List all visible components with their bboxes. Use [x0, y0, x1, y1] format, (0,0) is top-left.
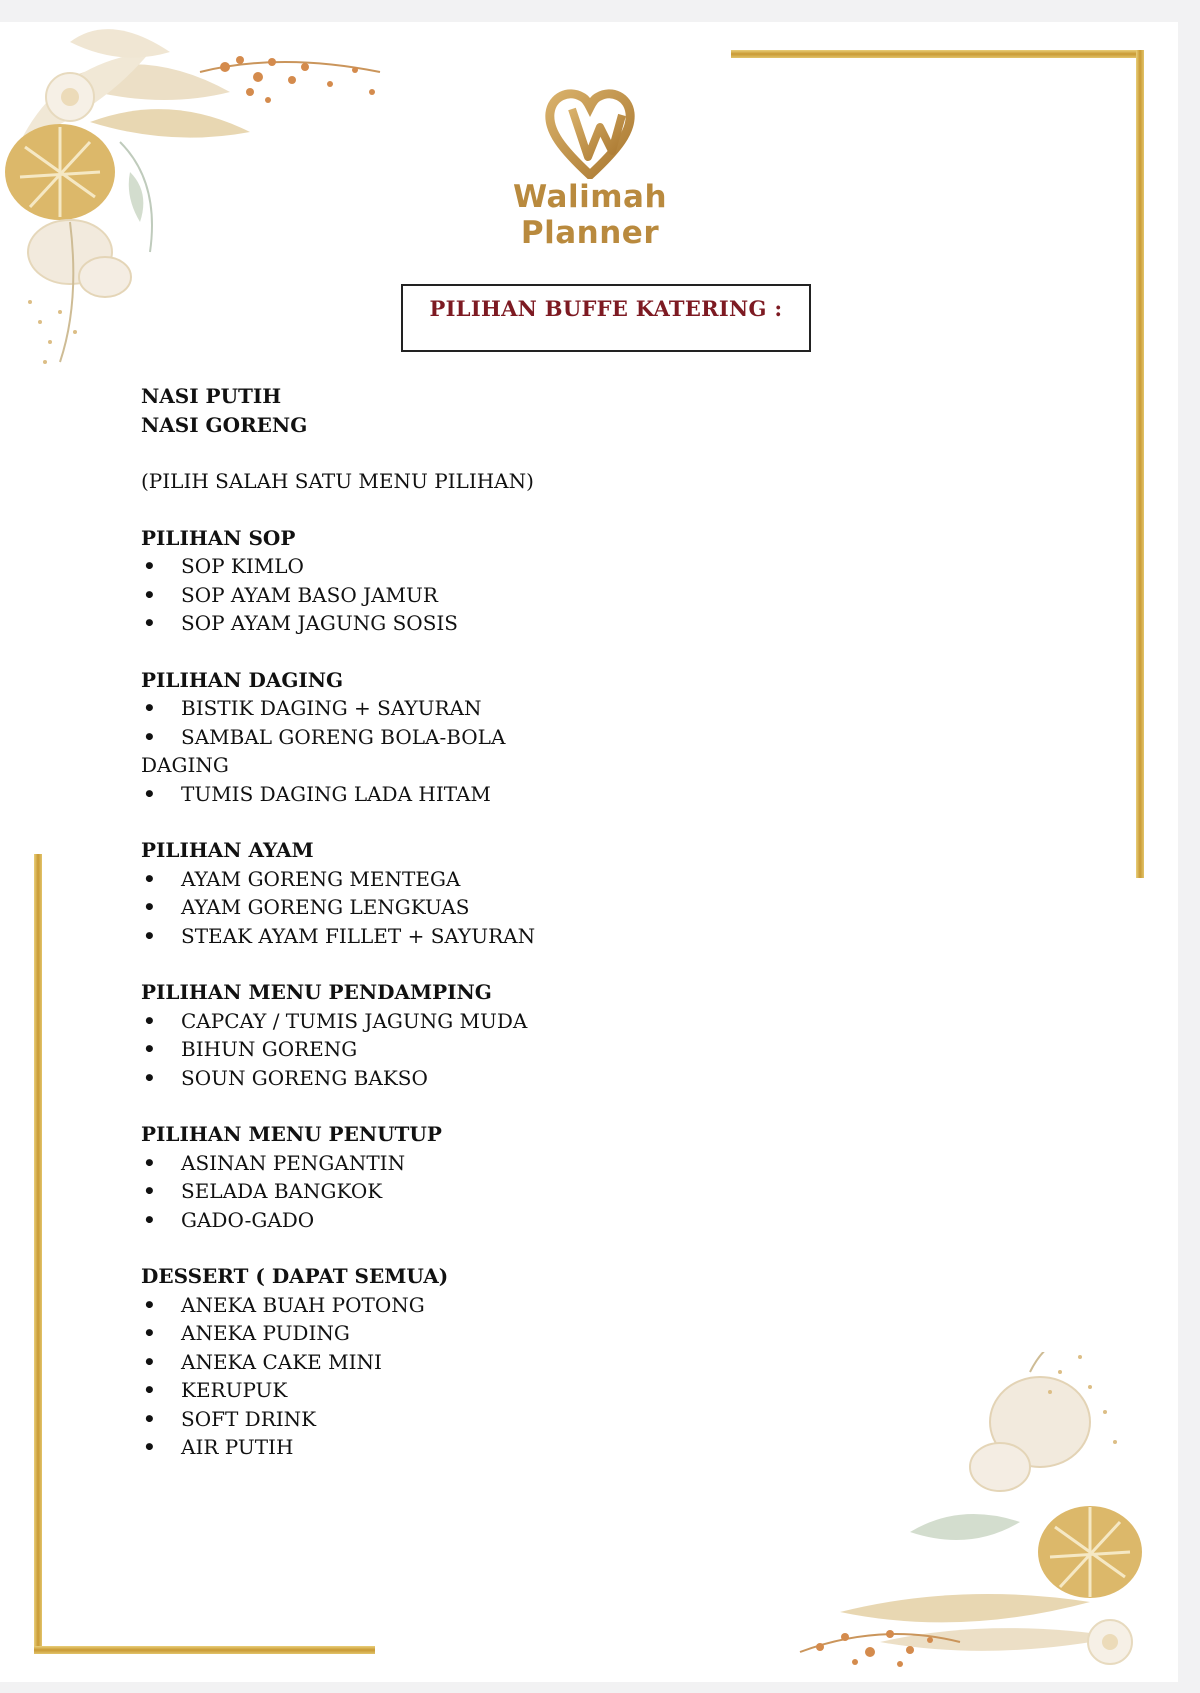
item-label: ANEKA CAKE MINI: [181, 1349, 382, 1374]
item-label: KERUPUK: [181, 1378, 288, 1402]
bullet-icon: •: [143, 1292, 156, 1317]
bullet-icon: •: [143, 1065, 156, 1090]
list-item: [141, 1007, 721, 1036]
bullet-icon: •: [143, 1349, 156, 1374]
gold-frame-right: [1136, 50, 1144, 878]
page-title: PILIHAN BUFFE KATERING :: [429, 296, 783, 321]
section-heading: DESSERT ( DAPAT SEMUA): [141, 1264, 449, 1288]
gold-frame-top: [731, 50, 1144, 58]
choice-note: (PILIH SALAH SATU MENU PILIHAN): [141, 469, 534, 493]
item-label: SOFT DRINK: [181, 1406, 317, 1431]
bullet-icon: •: [143, 611, 156, 635]
list-item: [141, 552, 721, 581]
list-item: [141, 1291, 721, 1320]
list-item: [141, 723, 721, 752]
item-label: SOP AYAM JAGUNG SOSIS: [181, 611, 459, 635]
list-item: [141, 581, 721, 610]
bullet-icon: •: [143, 895, 156, 919]
floral-corner-top-left-icon: [0, 22, 440, 382]
menu-list: [141, 382, 721, 1462]
item-label: SOP AYAM BASO JAMUR: [181, 582, 438, 607]
brand-logo: [445, 87, 735, 251]
section-heading: PILIHAN MENU PENUTUP: [141, 1122, 442, 1146]
bullet-icon: •: [143, 1321, 156, 1345]
w-heart-monogram-icon: [542, 87, 638, 179]
list-item: [141, 1319, 721, 1348]
floral-corner-bottom-right-icon: [760, 1352, 1178, 1682]
item-label: SELADA BANGKOK: [181, 1179, 383, 1203]
list-item: [141, 922, 721, 951]
bullet-icon: •: [143, 1179, 156, 1203]
item-continuation: DAGING: [141, 753, 229, 777]
bullet-icon: •: [143, 1008, 156, 1033]
section-heading: PILIHAN MENU PENDAMPING: [141, 980, 492, 1004]
item-label: TUMIS DAGING LADA HITAM: [181, 781, 491, 806]
bullet-icon: •: [143, 1207, 156, 1232]
item-label: SOP KIMLO: [181, 554, 304, 578]
item-label: STEAK AYAM FILLET + SAYURAN: [181, 923, 536, 948]
list-item: [141, 1064, 721, 1093]
list-item: [141, 780, 721, 809]
item-label: ANEKA BUAH POTONG: [181, 1292, 425, 1317]
bullet-icon: •: [143, 781, 156, 806]
item-label: GADO-GADO: [181, 1207, 315, 1232]
list-item: [141, 694, 721, 723]
bullet-icon: •: [143, 1378, 156, 1402]
item-label: AIR PUTIH: [181, 1435, 294, 1459]
item-label: AYAM GORENG MENTEGA: [181, 866, 461, 891]
list-item: [141, 865, 721, 894]
gold-frame-left: [34, 854, 42, 1654]
item-label: BIHUN GORENG: [181, 1037, 358, 1061]
list-item: [141, 1206, 721, 1235]
bullet-icon: •: [143, 866, 156, 891]
list-item: [141, 1376, 721, 1405]
list-item: [141, 893, 721, 922]
list-item: [141, 609, 721, 638]
section-heading: PILIHAN SOP: [141, 525, 296, 550]
list-item: [141, 1433, 721, 1462]
bullet-icon: •: [143, 1435, 156, 1459]
item-label: AYAM GORENG LENGKUAS: [181, 895, 470, 919]
brand-name: Walimah Planner: [512, 179, 668, 251]
bullet-icon: •: [143, 554, 156, 578]
list-item: [141, 1035, 721, 1064]
bullet-icon: •: [143, 1406, 156, 1431]
title-box: [401, 284, 811, 352]
bullet-icon: •: [143, 1037, 156, 1061]
menu-page: [0, 22, 1178, 1682]
list-item: [141, 1405, 721, 1434]
item-label: SAMBAL GORENG BOLA-BOLA: [181, 724, 506, 749]
item-label: SOUN GORENG BAKSO: [181, 1065, 428, 1090]
bullet-icon: •: [143, 923, 156, 948]
bullet-icon: •: [143, 696, 156, 720]
rice-option: NASI GORENG: [141, 412, 308, 437]
gold-frame-bottom: [34, 1646, 375, 1654]
bullet-icon: •: [143, 1150, 156, 1175]
item-label: BISTIK DAGING + SAYURAN: [181, 696, 482, 720]
section-heading: PILIHAN AYAM: [141, 838, 314, 862]
item-label: ANEKA PUDING: [181, 1321, 350, 1345]
list-item: [141, 1177, 721, 1206]
item-label: ASINAN PENGANTIN: [181, 1150, 406, 1175]
list-item: [141, 1149, 721, 1178]
section-heading: PILIHAN DAGING: [141, 667, 344, 692]
bullet-icon: •: [143, 724, 156, 749]
rice-option: NASI PUTIH: [141, 384, 282, 408]
list-item: [141, 1348, 721, 1377]
bullet-icon: •: [143, 582, 156, 607]
item-label: CAPCAY / TUMIS JAGUNG MUDA: [181, 1008, 528, 1033]
